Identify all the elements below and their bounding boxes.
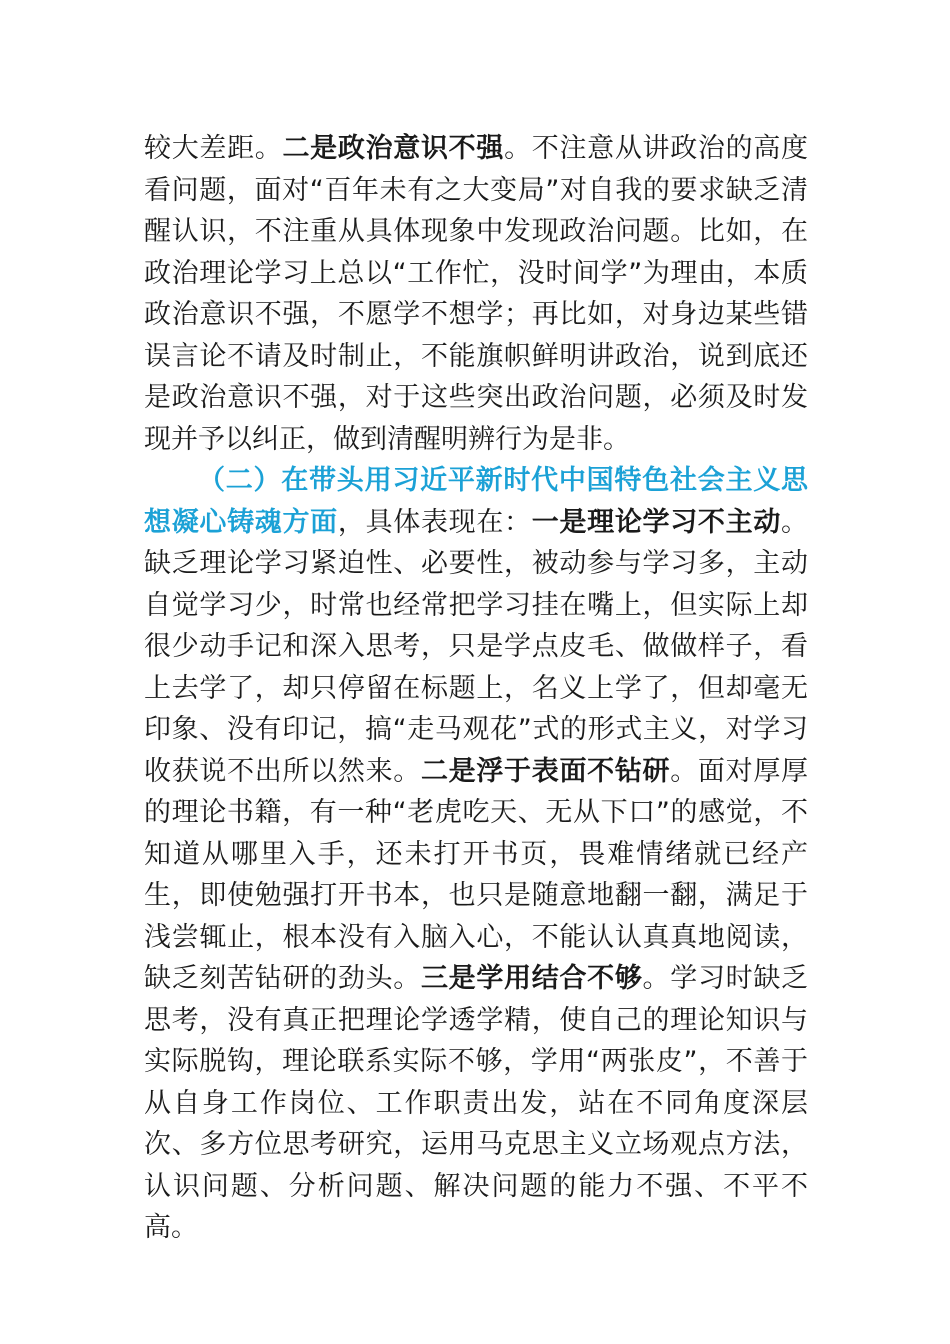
text-run: 。缺乏理论学习紧迫性、必要性，被动参与学习多，主动自觉学习少，时常也经常把学习挂在嘴上，但实际上却很少动手记和深入思考，只是学点皮毛、做做样子，看上去学了，却只停留在标题上，名义上学了，但却毫无印象、没有印记，搞“走马观花”式的形式主义，对学习收获说不出所以然来。 bbox=[144, 506, 809, 787]
text-run: 。学习时缺乏思考，没有真正把理论学透学精，使自己的理论知识与实际脱钩，理论联系实际不够，学用“两张皮”，不善于从自身工作岗位、工作职责出发，站在不同角度深层次、多方位思考研究，运用马克思主义立场观点方法，认识问题、分析问题、解决问题的能力不强、不平不高。 bbox=[144, 963, 809, 1243]
text-run: 。不注意从讲政治的高度看问题，面对“百年未有之大变局”对自我的要求缺乏清醒认识，不注重从具体现象中发现政治问题。比如，在政治理论学习上总以“工作忙，没时间学”为理由，本质政治意识不强，不愿学不想学；再比如，对身边某些错误言论不请及时制止，不能旗帜鲜明讲政治，说到底还是政治意识不强，对于这些突出政治问题，必须及时发现并予以纠正，做到清醒明辨行为是非。 bbox=[144, 133, 809, 455]
bold-point-one: 一是理论学习不主动 bbox=[531, 506, 782, 538]
paragraph-political-awareness bbox=[144, 128, 808, 460]
text-run: ，具体表现在： bbox=[337, 506, 532, 538]
bold-point-two: 二是浮于表面不钻研 bbox=[420, 755, 671, 787]
text-run: 较大差距。 bbox=[144, 133, 283, 164]
text-run: 。面对厚厚的理论书籍，有一种“老虎吃天、无从下口”的感觉，不知道从哪里入手，还未打开书页，畏难情绪就已经产生，即使勉强打开书本，也只是随意地翻一翻，满足于浅尝辄止，根本没有入脑入心，不能认认真真地阅读，缺乏刻苦钻研的劲头。 bbox=[144, 755, 809, 994]
paragraph-theory-study bbox=[144, 460, 808, 1249]
bold-point-three: 三是学用结合不够 bbox=[420, 963, 643, 994]
bold-point-two: 二是政治意识不强 bbox=[282, 133, 505, 164]
document-page bbox=[144, 128, 808, 1249]
section-heading: （二）在带头用习近平新时代中国特色社会主义思想凝心铸魂方面 bbox=[144, 465, 808, 538]
